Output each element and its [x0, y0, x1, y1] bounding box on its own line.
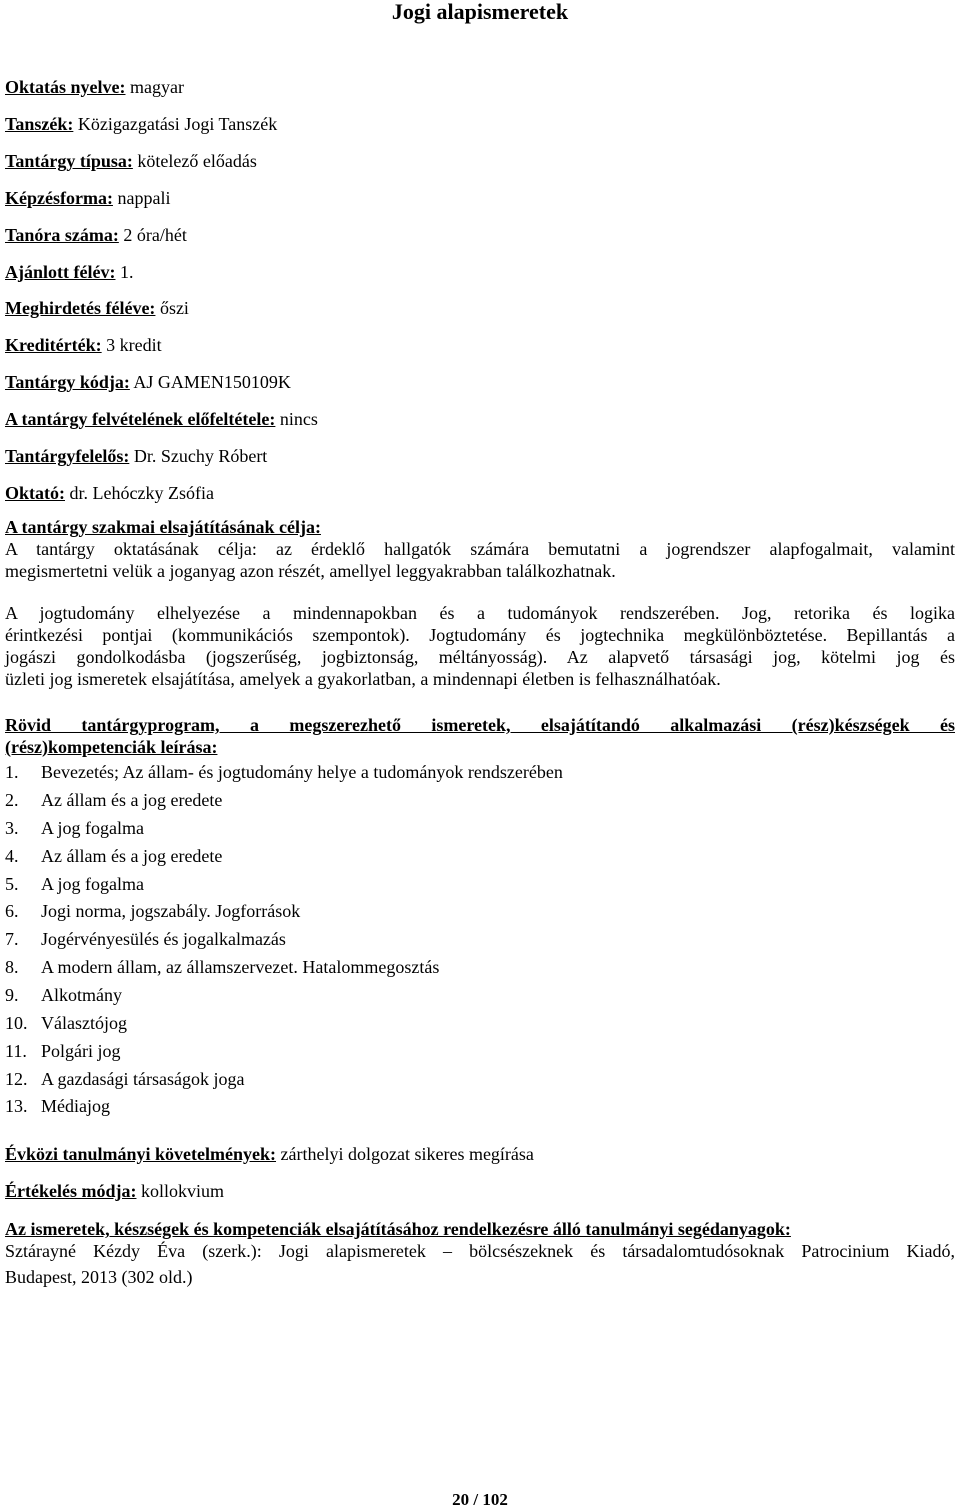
- field-label: Kreditérték:: [5, 335, 102, 355]
- list-item: [5, 873, 144, 895]
- field-value: kollokvium: [136, 1181, 224, 1201]
- goal-heading: A tantárgy szakmai elsajátításának célja:: [5, 517, 321, 537]
- list-item-number: 11.: [5, 1041, 27, 1061]
- field-label: Évközi tanulmányi követelmények:: [5, 1144, 277, 1164]
- field-value: 2 óra/hét: [118, 225, 187, 245]
- field-prerequisite: [5, 408, 318, 430]
- list-item: [5, 1068, 244, 1090]
- list-item: [5, 956, 439, 978]
- list-item-text: Az állam és a jog eredete: [41, 846, 223, 866]
- field-label: Tanszék:: [5, 114, 74, 134]
- list-item-text: Polgári jog: [41, 1041, 121, 1061]
- field-label: Meghirdetés féléve:: [5, 298, 156, 318]
- field-value: Dr. Szuchy Róbert: [129, 446, 268, 466]
- list-item-text: Alkotmány: [41, 985, 122, 1005]
- field-department: [5, 113, 277, 135]
- page-number: 20 / 102: [452, 1490, 508, 1509]
- goal-para2-line: üzleti jog ismeretek elsajátítása, amelyek a gyakorlatban, a mindennapi életben is felhasználhatóak.: [5, 669, 721, 689]
- list-item-text: Választójog: [41, 1013, 127, 1033]
- goal-para1-line: megismertetni velük a joganyag azon részét, amellyel leggyakrabban találkozhatnak.: [5, 561, 616, 581]
- program-heading: [5, 714, 955, 758]
- list-item: [5, 928, 286, 950]
- goal-para1-line: A tantárgy oktatásának célja: az érdeklő hallgatók számára bemutatni a jogrendszer alapfogalmait, valamint: [5, 539, 955, 559]
- field-value: őszi: [155, 298, 189, 318]
- list-item: [5, 789, 222, 811]
- list-item: [5, 1095, 110, 1117]
- field-label: A tantárgy felvételének előfeltétele:: [5, 409, 276, 429]
- list-item-number: 8.: [5, 957, 19, 977]
- list-item-number: 10.: [5, 1013, 28, 1033]
- field-value: 3 kredit: [101, 335, 162, 355]
- list-item-number: 13.: [5, 1096, 28, 1116]
- goal-description: [5, 602, 955, 690]
- field-label: Tantárgy típusa:: [5, 151, 133, 171]
- field-credit: [5, 334, 162, 356]
- list-item: [5, 900, 300, 922]
- field-language: [5, 76, 184, 98]
- field-value: zárthelyi dolgozat sikeres megírása: [276, 1144, 534, 1164]
- field-training-form: [5, 187, 170, 209]
- field-evaluation: [5, 1180, 224, 1202]
- field-value: nappali: [112, 188, 171, 208]
- field-course-code: [5, 371, 291, 393]
- program-heading-line: Rövid tantárgyprogram, a megszerezhető ismeretek, elsajátítandó alkalmazási (rész)készségek és: [5, 715, 955, 735]
- field-label: Tanóra száma:: [5, 225, 119, 245]
- field-value: nincs: [275, 409, 318, 429]
- list-item-number: 3.: [5, 818, 19, 838]
- list-item-number: 7.: [5, 929, 19, 949]
- list-item-text: Médiajog: [41, 1096, 110, 1116]
- list-item-number: 5.: [5, 874, 19, 894]
- list-item-text: A modern állam, az államszervezet. Hatalommegosztás: [41, 957, 440, 977]
- list-item-number: 6.: [5, 901, 19, 921]
- list-item-text: Az állam és a jog eredete: [41, 790, 223, 810]
- list-item-number: 12.: [5, 1069, 28, 1089]
- list-item-number: 1.: [5, 762, 19, 782]
- field-label: Értékelés módja:: [5, 1181, 137, 1201]
- field-value: AJ GAMEN150109K: [129, 372, 291, 392]
- field-recommended-semester: [5, 261, 133, 283]
- list-item: [5, 845, 222, 867]
- field-value: 1.: [115, 262, 134, 282]
- field-label: Oktatás nyelve:: [5, 77, 126, 97]
- list-item: [5, 984, 122, 1006]
- goal-para2-line: A jogtudomány elhelyezése a mindennapokban és a tudományok rendszerében. Jog, retorika és logika: [5, 603, 955, 623]
- field-requirements: [5, 1143, 534, 1165]
- list-item-number: 9.: [5, 985, 19, 1005]
- field-value: kötelező előadás: [132, 151, 257, 171]
- field-value: Közigazgatási Jogi Tanszék: [73, 114, 278, 134]
- list-item-number: 2.: [5, 790, 19, 810]
- list-item: [5, 761, 563, 783]
- materials-heading: Az ismeretek, készségek és kompetenciák elsajátításához rendelkezésre álló tanulmányi segédanyagok:: [5, 1219, 791, 1239]
- field-label: Tantárgy kódja:: [5, 372, 130, 392]
- list-item: [5, 1040, 121, 1062]
- list-item-text: A jog fogalma: [41, 818, 144, 838]
- field-value: magyar: [125, 77, 184, 97]
- program-heading-line: (rész)kompetenciák leírása:: [5, 737, 218, 757]
- list-item-text: A gazdasági társaságok joga: [41, 1069, 245, 1089]
- goal-section: [5, 516, 955, 582]
- list-item-text: Bevezetés; Az állam- és jogtudomány helye a tudományok rendszerében: [41, 762, 563, 782]
- field-label: Ajánlott félév:: [5, 262, 116, 282]
- field-value: dr. Lehóczky Zsófia: [65, 483, 214, 503]
- field-instructor: [5, 482, 214, 504]
- field-hours: [5, 224, 187, 246]
- goal-para2-line: érintkezési pontjai (kommunikációs szempontok). Jogtudomány és jogtechnika megkülönböztetése. Bepillantás a: [5, 625, 955, 645]
- list-item-number: 4.: [5, 846, 19, 866]
- field-label: Tantárgyfelelős:: [5, 446, 130, 466]
- materials-section: [5, 1218, 955, 1288]
- list-item: [5, 817, 144, 839]
- field-label: Képzésforma:: [5, 188, 113, 208]
- materials-line: Sztárayné Kézdy Éva (szerk.): Jogi alapismeretek – bölcsészeknek és társadalomtudósoknak Patrocinium Kiadó,: [5, 1241, 955, 1261]
- field-announcement-semester: [5, 297, 189, 319]
- field-responsible: [5, 445, 267, 467]
- materials-line: Budapest, 2013 (302 old.): [5, 1267, 193, 1287]
- list-item-text: Jogi norma, jogszabály. Jogforrások: [41, 901, 301, 921]
- list-item-text: A jog fogalma: [41, 874, 144, 894]
- list-item-text: Jogérvényesülés és jogalkalmazás: [41, 929, 286, 949]
- page-title: Jogi alapismeretek: [391, 0, 569, 24]
- field-course-type: [5, 150, 257, 172]
- field-label: Oktató:: [5, 483, 65, 503]
- goal-para2-line: jogászi gondolkodásba (jogszerűség, jogbiztonság, méltányosság). Az alapvető társasági jog, kötelmi jog és: [5, 647, 955, 667]
- list-item: [5, 1012, 127, 1034]
